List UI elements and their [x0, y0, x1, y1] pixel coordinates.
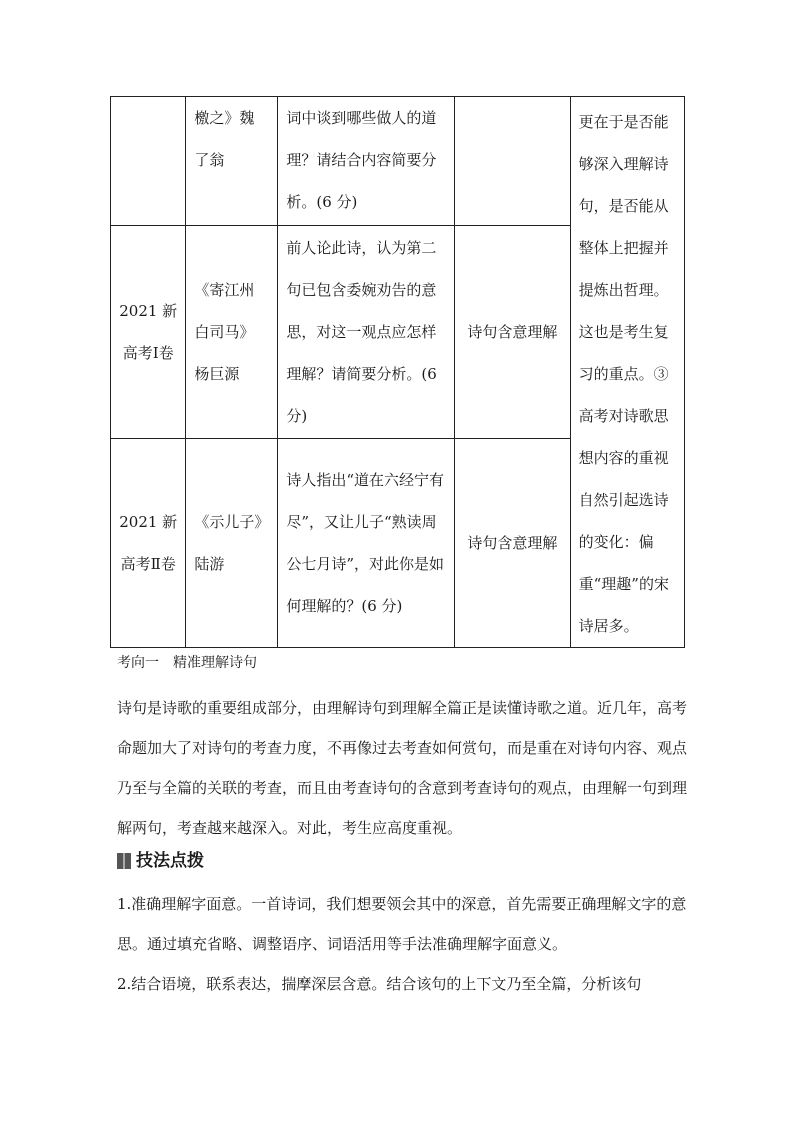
- tips-list: [117, 884, 689, 1004]
- tip-item: 1.准确理解字面意。一首诗词，我们想要领会其中的深意，首先需要正确理解文字的意思。通过填充省略、调整语序、词语活用等手法准确理解字面意义。: [117, 895, 687, 953]
- question-cell: 词中谈到哪些做人的道理？请结合内容简要分析。(6 分): [278, 97, 455, 226]
- exam-cell: 2021 新高考Ⅱ卷: [111, 439, 186, 648]
- intro-paragraph: 诗句是诗歌的重要组成部分，由理解诗句到理解全篇正是读懂诗歌之道。近几年，高考命题加大了对诗句的考查力度，不再像过去考查如何赏句，而是重在对诗句内容、观点乃至与全篇的关联的考查，而且由考查诗句的含意到考查诗句的观点，由理解一句到理解两句，考查越来越深入。对此，考生应高度重视。: [117, 699, 688, 837]
- exam-cell: 2021 新高考Ⅰ卷: [111, 225, 186, 439]
- poem-cell: 檄之》魏了翁: [186, 97, 278, 226]
- heading-marker-icon: [117, 853, 131, 869]
- table-row: [111, 97, 685, 226]
- poem-cell: 《寄江州白司马》杨巨源: [186, 225, 278, 439]
- type-cell: [455, 97, 571, 226]
- tips-heading-text: 技法点拨: [136, 851, 204, 871]
- question-cell: 诗人指出“道在六经宁有尽”，又让儿子“熟读周公七月诗”，对此你是如何理解的？(6 分): [278, 439, 455, 648]
- analysis-cell: 更在于是否能够深入理解诗句，是否能从整体上把握并提炼出哲理。这也是考生复习的重点。③高考对诗歌思想内容的重视自然引起选诗的变化：偏重“理趣”的宋诗居多。: [570, 97, 684, 648]
- tip-item: 2.结合语境，联系表达，揣摩深层含意。结合该句的上下文乃至全篇，分析该句: [117, 975, 642, 993]
- tips-heading: [117, 850, 204, 872]
- section-label: 考向一: [117, 655, 159, 671]
- section-name: 精准理解诗句: [173, 655, 257, 671]
- type-cell: 诗句含意理解: [455, 439, 571, 648]
- section-title: [117, 652, 689, 674]
- type-cell: 诗句含意理解: [455, 225, 571, 439]
- exam-cell: [111, 97, 186, 226]
- exam-table: [110, 96, 685, 648]
- question-cell: 前人论此诗，认为第二句已包含委婉劝告的意思，对这一观点应怎样理解？请简要分析。(6 分): [278, 225, 455, 439]
- poem-cell: 《示儿子》陆游: [186, 439, 278, 648]
